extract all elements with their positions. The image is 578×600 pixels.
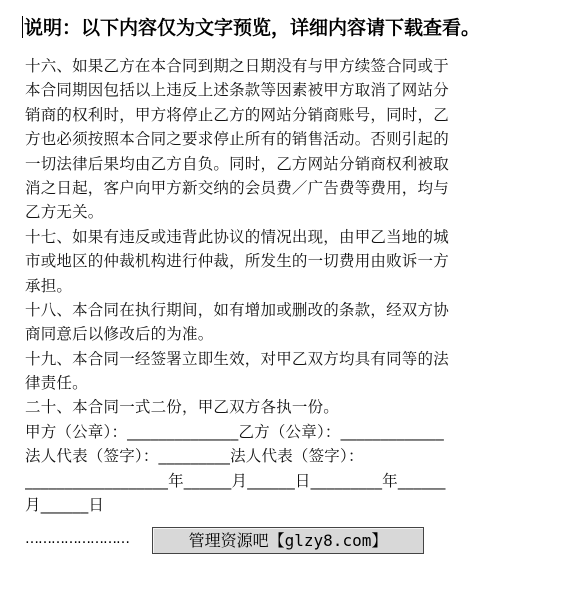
text-line: 消之日起，客户向甲方新交纳的会员费／广告费等费用，均与	[25, 178, 449, 197]
text-line: 承担。	[25, 276, 73, 295]
signature-line-date-end: 月______日	[25, 496, 105, 515]
text-line: 销商的权利时，甲方将停止乙方的网站分销商账号，同时，乙	[25, 105, 449, 124]
text-line: 十八、本合同在执行期间，如有增加或删改的条款，经双方协	[25, 300, 449, 319]
text-line: 二十、本合同一式二份，甲乙双方各执一份。	[25, 398, 340, 417]
signature-line-representative: 法人代表（签字）：_________法人代表（签字）：	[25, 447, 364, 466]
signature-line-date: __________________年______月______日_________年______	[25, 471, 446, 490]
text-line: 商同意后以修改后的为准。	[25, 325, 214, 344]
text-line: 一切法律后果均由乙方自负。同时，乙方网站分销商权利被取	[25, 154, 449, 173]
brand-watermark-box: 管理资源吧【glzy8.com】	[152, 527, 424, 554]
leader-dots: ……………………	[25, 531, 129, 547]
contract-text	[25, 54, 555, 517]
text-line: 市或地区的仲裁机构进行仲裁，所发生的一切费用由败诉一方	[25, 252, 449, 271]
text-line: 律责任。	[25, 374, 88, 393]
text-cursor	[22, 16, 23, 38]
preview-notice	[22, 14, 572, 42]
text-line: 本合同期因包括以上违反上述条款等因素被甲方取消了网站分	[25, 81, 449, 100]
text-line: 十六、如果乙方在本合同到期之日期没有与甲方续签合同或于	[25, 57, 449, 75]
text-line: 十七、如果有违反或违背此协议的情况出现，由甲乙当地的城	[25, 227, 449, 246]
text-line: 十九、本合同一经签署立即生效，对甲乙双方均具有同等的法	[25, 349, 449, 368]
text-line: 乙方无关。	[25, 203, 104, 222]
preview-notice-text: 说明：以下内容仅为文字预览，详细内容请下载查看。	[24, 17, 481, 39]
footer-row	[25, 527, 565, 557]
text-line: 方也必须按照本合同之要求停止所有的销售活动。否则引起的	[25, 130, 449, 149]
signature-line-seal: 甲方（公章）：______________乙方（公章）：_____________	[25, 422, 444, 441]
